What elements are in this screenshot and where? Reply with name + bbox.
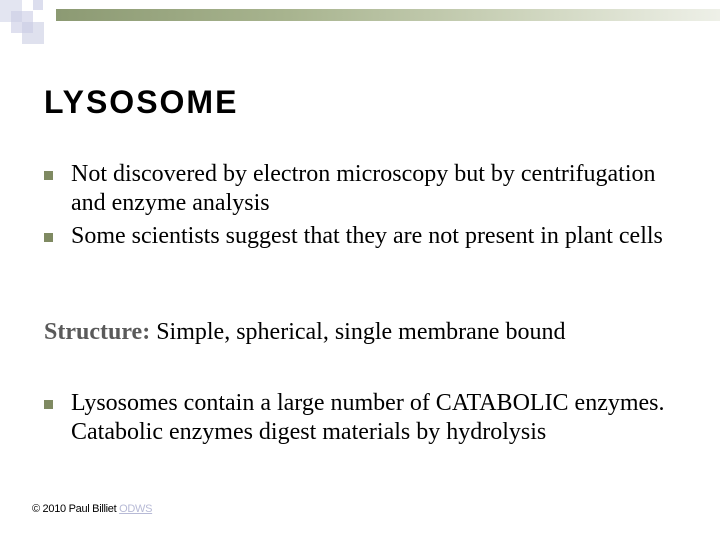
bullet-square-icon <box>44 171 53 180</box>
bullet-item <box>44 160 684 218</box>
bullet-item <box>44 222 684 251</box>
bullet-text: Lysosomes contain a large number of CATABOLIC enzymes. Catabolic enzymes digest materials by hydrolysis <box>71 390 665 445</box>
footer-copyright: © 2010 Paul Billiet <box>32 503 120 515</box>
bullet-text: Not discovered by electron microscopy but by centrifugation and enzyme analysis <box>71 161 656 216</box>
header-gradient-bar <box>56 9 720 21</box>
footer <box>32 503 152 515</box>
footer-link[interactable]: ODWS <box>119 503 153 515</box>
decorative-squares <box>0 0 60 46</box>
bullet-square-icon <box>44 400 53 409</box>
structure-text: Simple, spherical, single membrane bound <box>150 319 566 345</box>
bullet-square-icon <box>44 233 53 242</box>
bullet-item <box>44 389 684 447</box>
bullet-list-top <box>44 160 684 255</box>
decorative-square <box>11 11 33 33</box>
bullet-list-bottom <box>44 389 684 451</box>
structure-line <box>44 318 565 347</box>
structure-label: Structure: <box>44 319 151 345</box>
slide-title: LYSOSOME <box>44 84 239 120</box>
bullet-text: Some scientists suggest that they are not present in plant cells <box>71 223 663 249</box>
decorative-square <box>33 0 43 10</box>
